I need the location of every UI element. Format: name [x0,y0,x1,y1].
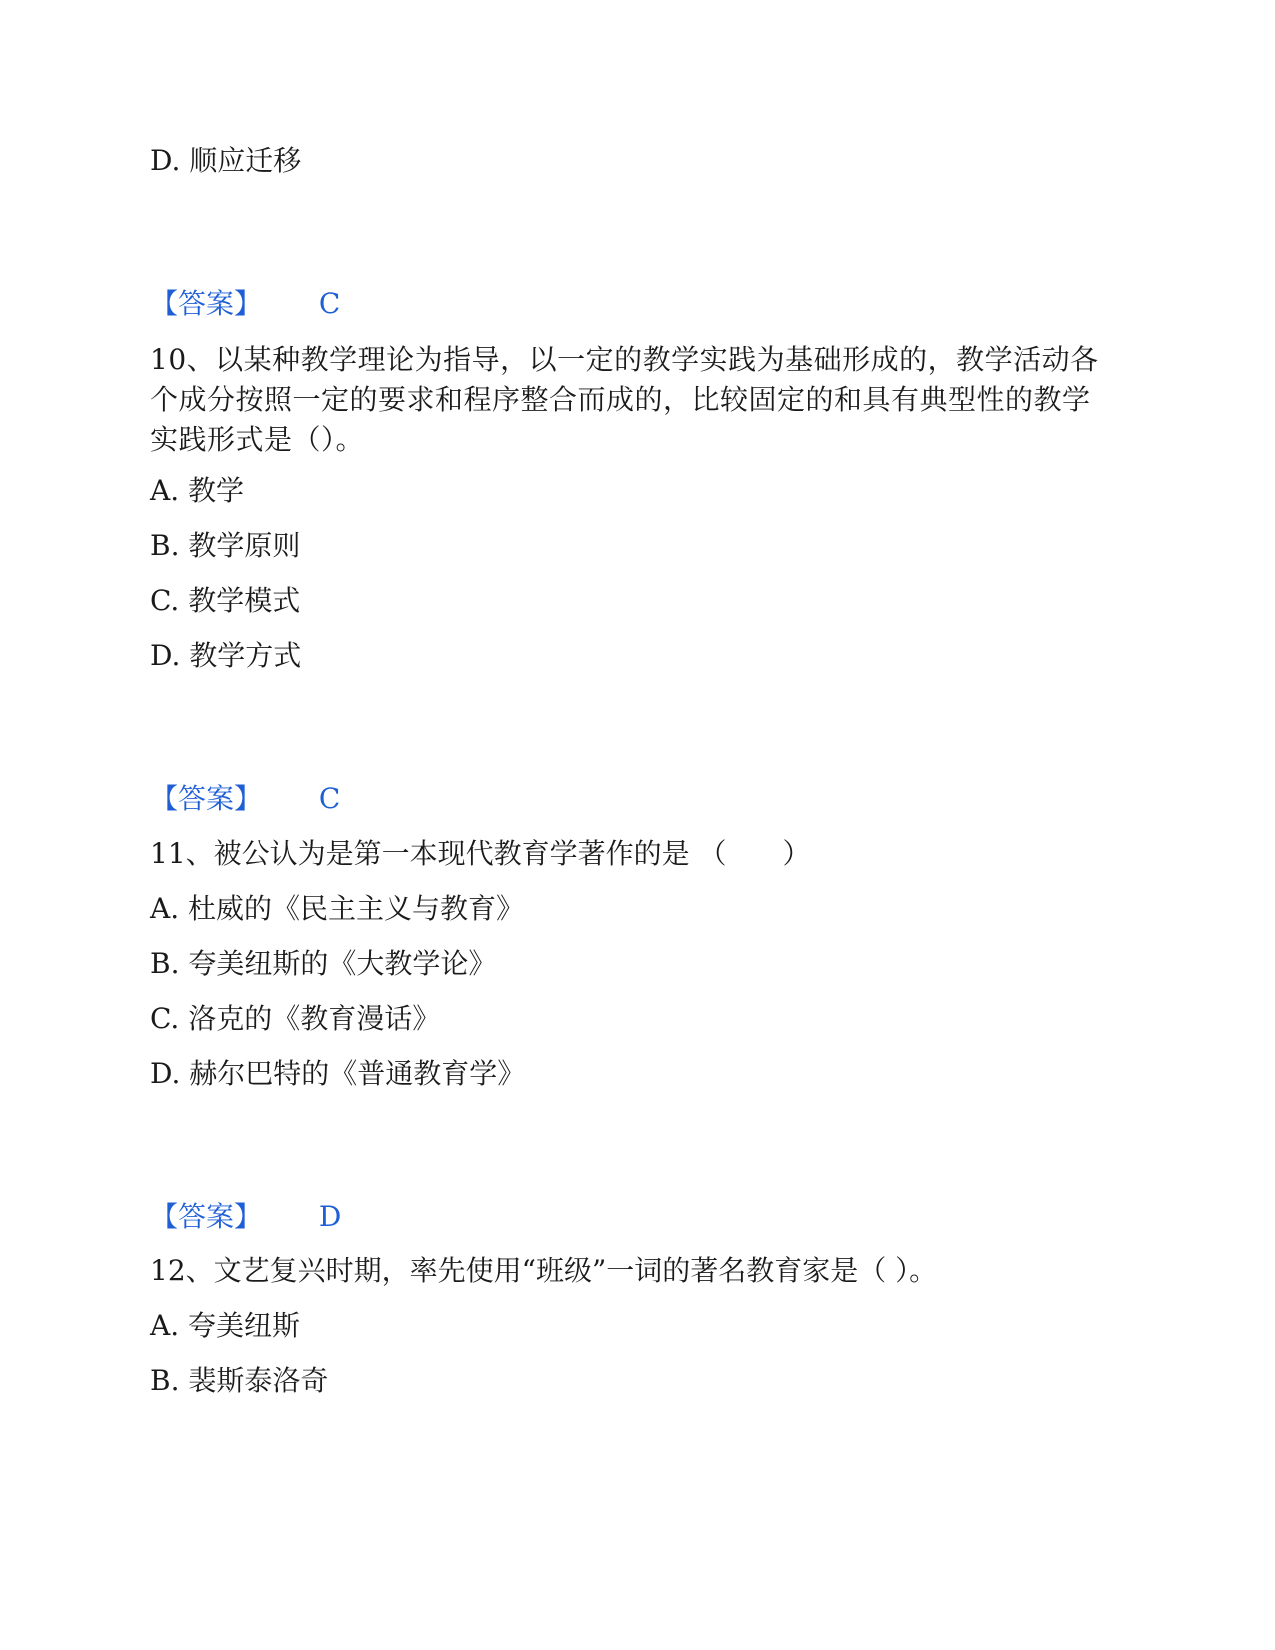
q11-option-c: C. 洛克的《教育漫话》 [150,1002,441,1035]
q9-option-d: D. 顺应迁移 [150,144,302,177]
answer-label: 【答案】 [150,782,263,815]
q12-option-a: A. 夸美纽斯 [150,1309,301,1342]
q10-option-d: D. 教学方式 [150,639,302,672]
answer-block-q10 [150,780,340,818]
q10-option-c: C. 教学模式 [150,584,301,617]
q12-stem: 12、文艺复兴时期，率先使用“班级”一词的著名教育家是（ ）。 [150,1254,938,1287]
answer-block-q11 [150,1198,341,1236]
answer-block-q9 [150,285,340,323]
q10-stem: 10、以某种教学理论为指导，以一定的教学实践为基础形成的，教学活动各个成分按照一定的要求和程序整合而成的，比较固定的和具有典型性的教学实践形式是（）。 [150,343,1099,456]
q11-option-d: D. 赫尔巴特的《普通教育学》 [150,1057,526,1090]
answer-value: C [318,287,341,320]
answer-label: 【答案】 [150,287,263,320]
answer-label: 【答案】 [150,1200,263,1233]
answer-value: D [318,1200,342,1233]
q10-option-a: A. 教学 [150,474,245,507]
q11-option-a: A. 杜威的《民主主义与教育》 [150,892,525,925]
q10-option-b: B. 教学原则 [150,529,301,562]
q12-option-b: B. 裴斯泰洛奇 [150,1364,329,1397]
answer-value: C [318,782,341,815]
q11-stem: 11、被公认为是第一本现代教育学著作的是 （ ） [150,837,811,870]
q11-option-b: B. 夸美纽斯的《大教学论》 [150,947,497,980]
